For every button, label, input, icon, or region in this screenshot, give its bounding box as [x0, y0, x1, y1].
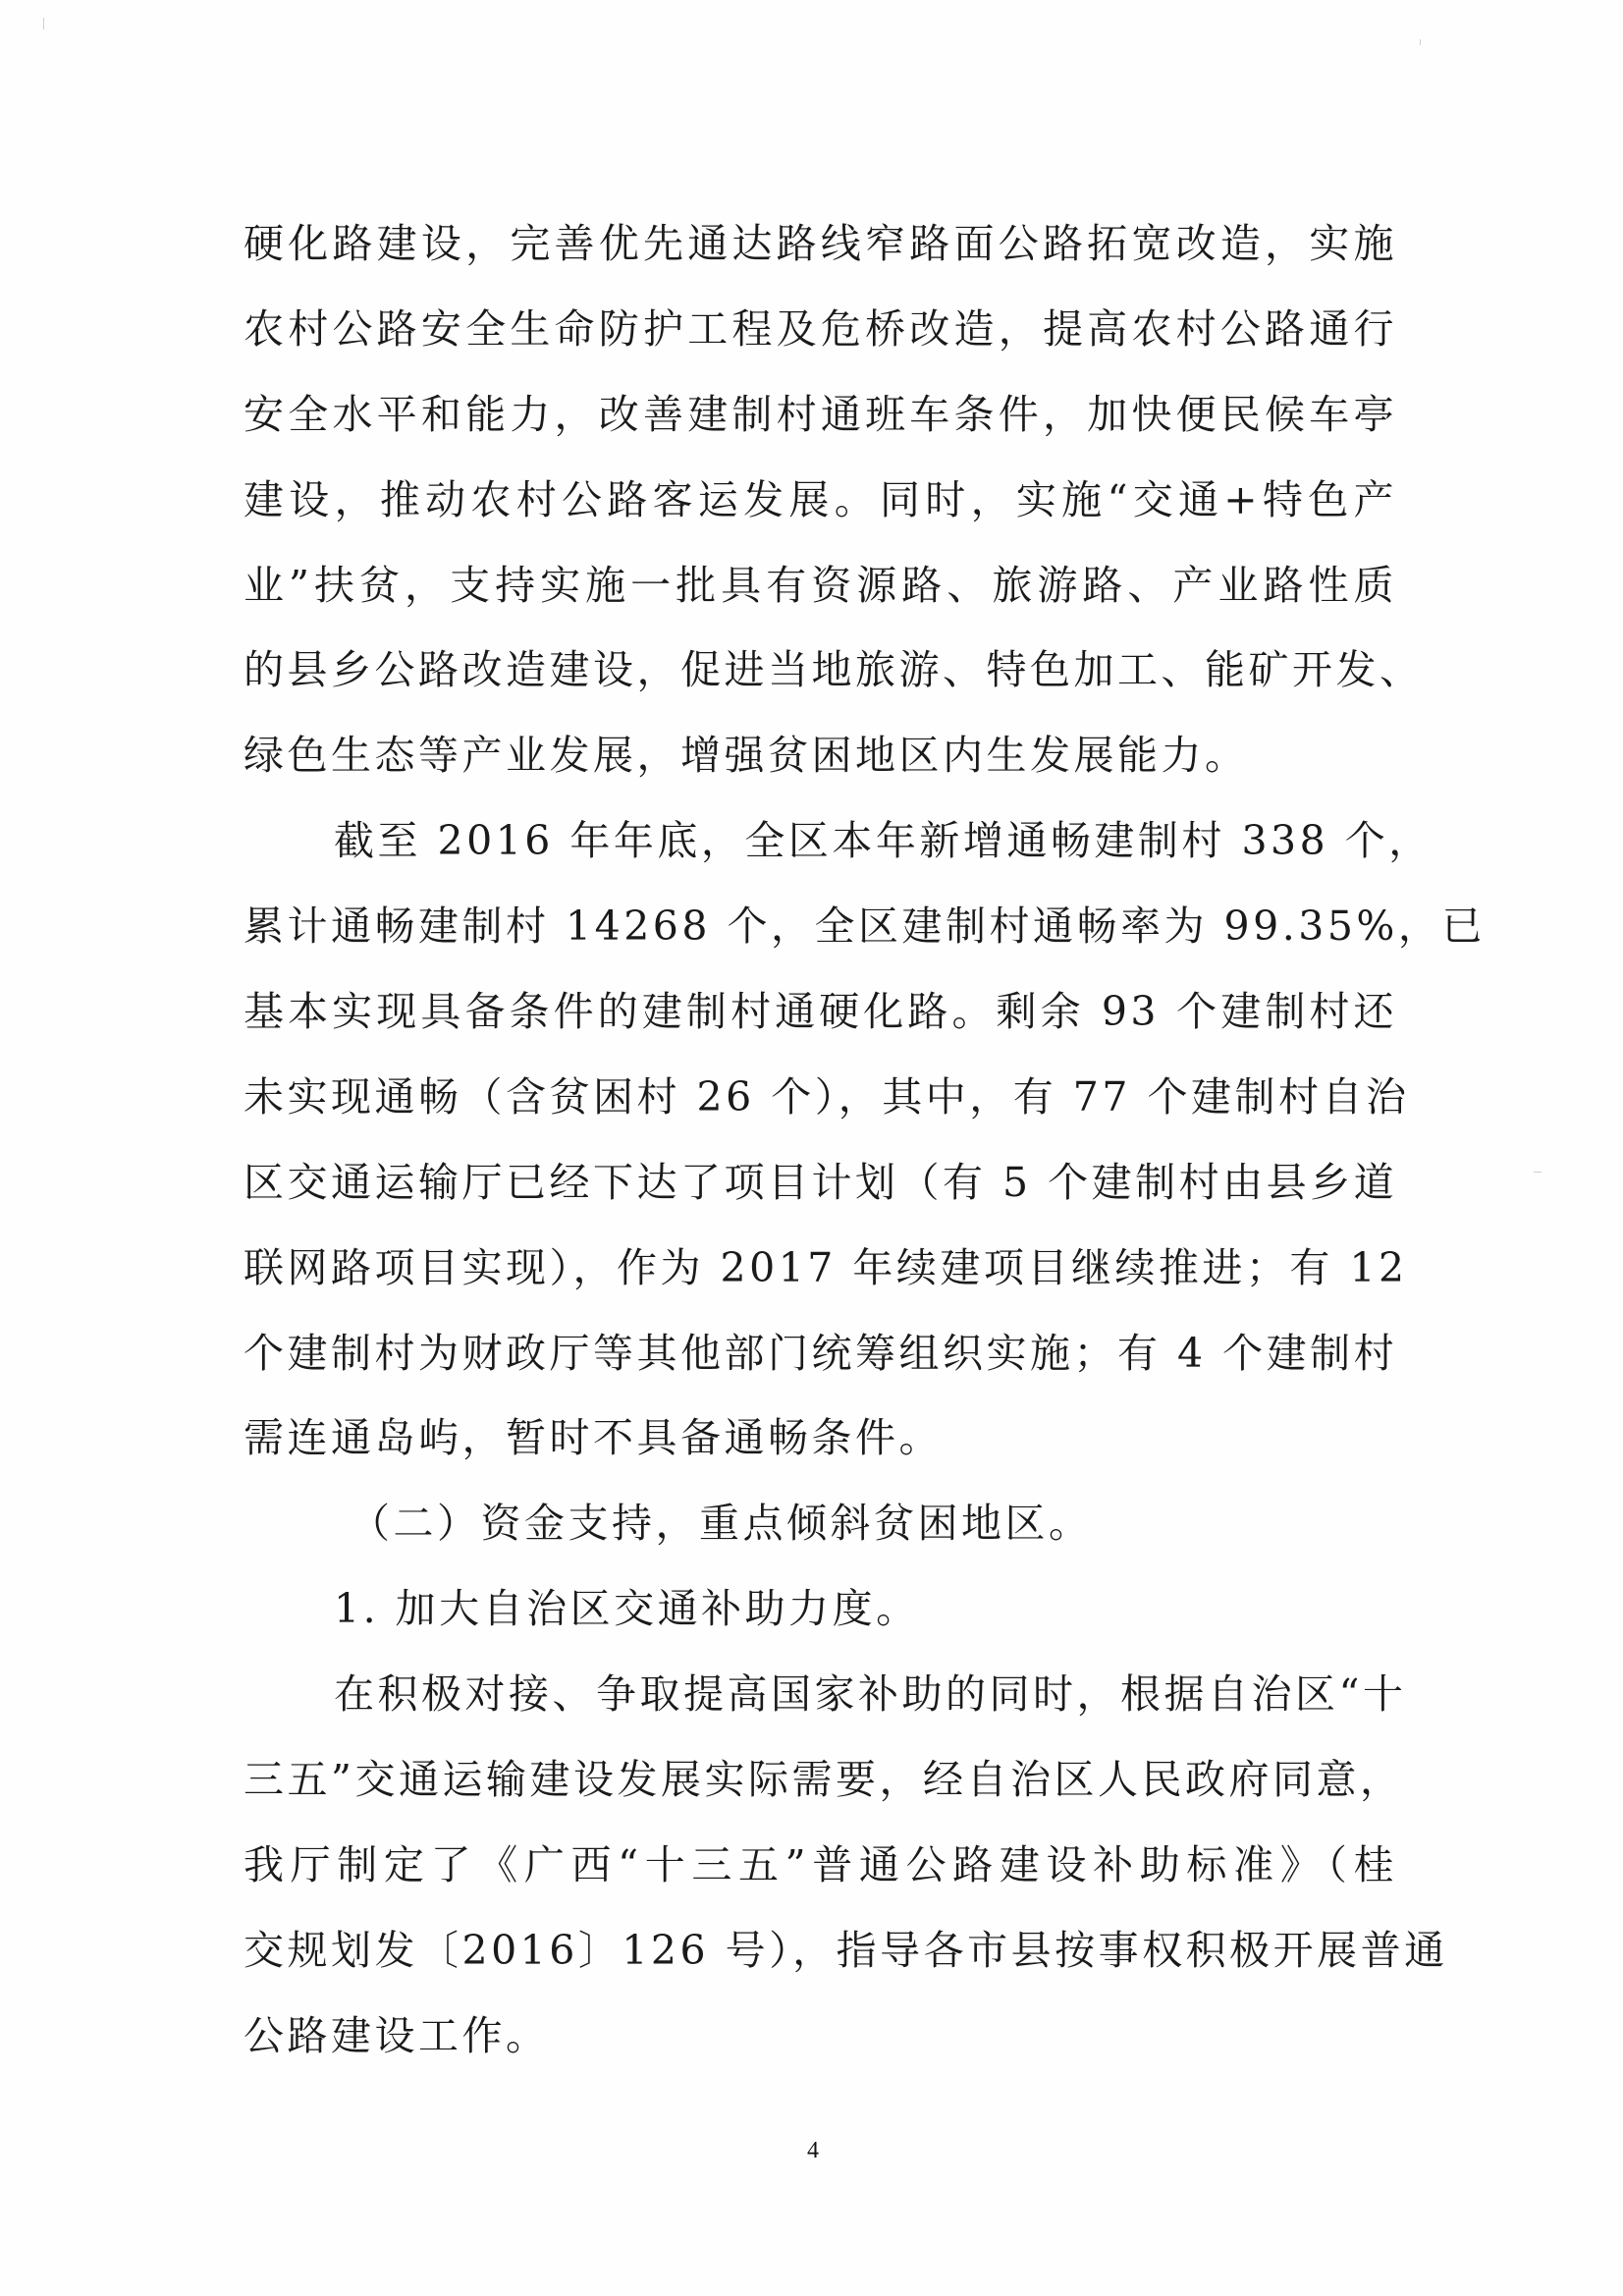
subheading-increase-subsidy: [243, 1583, 1397, 1668]
body-text: [243, 218, 1486, 2096]
text-line: 区交通运输厅已经下达了项目计划（有 5 个建制村由县乡道: [243, 1158, 1398, 1206]
paragraph-subsidy-standard: [243, 1668, 1448, 2095]
text-line: 公路建设工作。: [243, 2011, 550, 2059]
text-line: 硬化路建设，完善优先通达路线窄路面公路拓宽改造，实施: [243, 220, 1397, 267]
text-line: 建设，推动农村公路客运发展。同时，实施“交通+特色产: [243, 475, 1397, 523]
heading-line: （二）资金支持，重点倾斜贫困地区。: [350, 1500, 1093, 1548]
text-line: 的县乡公路改造建设，促进当地旅游、特色加工、能矿开发、: [243, 646, 1424, 694]
section-heading-funding-support: [243, 1498, 1397, 1583]
text-line: 业”扶贫，支持实施一批具有资源路、旅游路、产业路性质: [243, 561, 1397, 609]
scan-speck: [1420, 39, 1421, 45]
text-line: 我厅制定了《广西“十三五”普通公路建设补助标准》（桂: [243, 1840, 1397, 1888]
text-line: 累计通畅建制村 14268 个，全区建制村通畅率为 99.35%，已: [243, 902, 1486, 951]
text-line: 个建制村为财政厅等其他部门统筹组织实施；有 4 个建制村: [243, 1329, 1398, 1377]
text-line: 三五”交通运输建设发展实际需要，经自治区人民政府同意，: [243, 1756, 1404, 1804]
text-line: 基本实现具备条件的建制村通硬化路。剩余 93 个建制村还: [243, 988, 1397, 1036]
text-line: 需连通岛屿，暂时不具备通畅条件。: [243, 1414, 943, 1462]
text-line: 未实现通畅（含贫困村 26 个），其中，有 77 个建制村自治: [243, 1072, 1410, 1121]
text-line: 在积极对接、争取提高国家补助的同时，根据自治区“十: [334, 1670, 1407, 1719]
page-number: 4: [807, 2138, 819, 2163]
text-line: 农村公路安全生命防护工程及危桥改造，提高农村公路通行: [243, 304, 1397, 353]
heading-line: 1. 加大自治区交通补助力度。: [334, 1585, 920, 1633]
paragraph-rural-road-construction: [243, 218, 1424, 815]
paragraph-village-access-stats: [243, 815, 1486, 1498]
text-line: 绿色生态等产业发展，增强贫困地区内生发展能力。: [243, 732, 1249, 780]
text-line: 安全水平和能力，改善建制村通班车条件，加快便民候车亭: [243, 390, 1397, 438]
text-line: 截至 2016 年年底，全区本年新增通畅建制村 338 个，: [334, 817, 1433, 865]
text-line: 联网路项目实现），作为 2017 年续建项目继续推进；有 12: [243, 1243, 1408, 1291]
scan-speck: [1534, 1172, 1542, 1173]
text-line: 交规划发〔2016〕126 号），指导各市县按事权积极开展普通: [243, 1926, 1448, 1974]
scan-speck: [43, 18, 44, 29]
